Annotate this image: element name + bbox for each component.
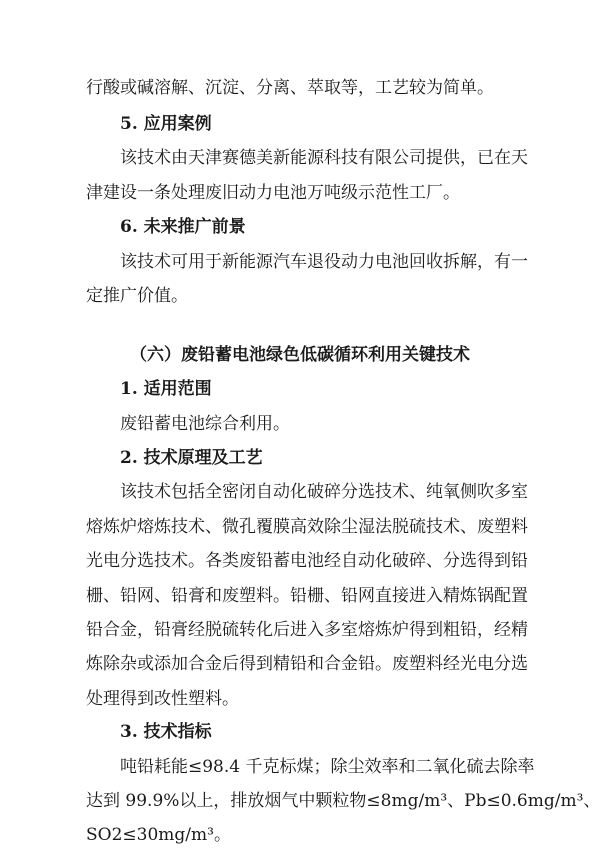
paragraph-principle-line-1: 该技术包括全密闭自动化破碎分选技术、纯氧侧吹多室: [120, 482, 528, 502]
paragraph-process-continued: 行酸或碱溶解、沉淀、分离、萃取等，工艺较为简单。: [86, 78, 494, 98]
section-title: （六）废铅蓄电池绿色低碳循环利用关键技术: [130, 345, 470, 365]
paragraph-future-prospects-line-2: 定推广价值。: [86, 286, 188, 306]
paragraph-application-case-line-2: 津建设一条处理废旧动力电池万吨级示范性工厂。: [86, 183, 460, 203]
heading-scope: 1. 适用范围: [120, 379, 212, 399]
heading-principle-process: 2. 技术原理及工艺: [120, 448, 263, 468]
paragraph-application-case-line-1: 该技术由天津赛德美新能源科技有限公司提供，已在天: [120, 148, 528, 168]
paragraph-principle-line-6: 炼除杂或添加合金后得到精铅和合金铅。废塑料经光电分选: [86, 654, 528, 674]
paragraph-scope: 废铅蓄电池综合利用。: [120, 414, 290, 434]
paragraph-principle-line-4: 栅、铅网、铅膏和废塑料。铅栅、铅网直接进入精炼锅配置: [86, 586, 528, 606]
paragraph-future-prospects-line-1: 该技术可用于新能源汽车退役动力电池回收拆解，有一: [120, 252, 528, 272]
paragraph-principle-line-3: 光电分选技术。各类废铅蓄电池经自动化破碎、分选得到铅: [86, 551, 528, 571]
paragraph-principle-line-2: 熔炼炉熔炼技术、微孔覆膜高效除尘湿法脱硫技术、废塑料: [86, 517, 528, 537]
paragraph-indicators-line-3: SO2≤30mg/m³。: [86, 825, 231, 845]
paragraph-indicators-line-1: 吨铅耗能≤98.4 千克标煤；除尘效率和二氧化硫去除率: [120, 757, 535, 777]
paragraph-principle-line-7: 处理得到改性塑料。: [86, 689, 239, 709]
paragraph-indicators-line-2: 达到 99.9%以上，排放烟气中颗粒物≤8mg/m³、Pb≤0.6mg/m³、: [86, 791, 600, 811]
heading-future-prospects: 6. 未来推广前景: [120, 217, 246, 237]
paragraph-principle-line-5: 铅合金，铅膏经脱硫转化后进入多室熔炼炉得到粗铅，经精: [86, 620, 528, 640]
heading-application-case: 5. 应用案例: [120, 114, 212, 134]
heading-technical-indicators: 3. 技术指标: [120, 722, 212, 742]
